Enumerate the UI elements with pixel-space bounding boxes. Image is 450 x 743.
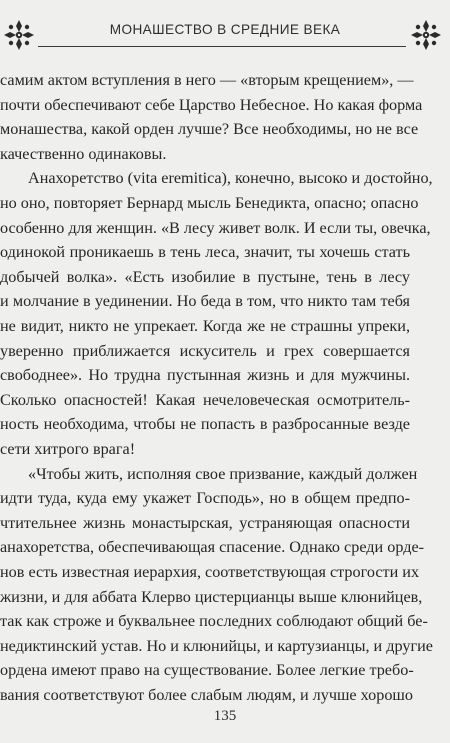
- text-line: чтительнее жизнь монастырская, устраняющая опасности: [0, 513, 410, 532]
- text-line: почти обеспечивают себе Царство Небесное. Но какая форма: [0, 95, 423, 114]
- running-header: [0, 14, 450, 60]
- text-line: так как строже и буквальнее последних соблюдают общий бе-: [0, 612, 428, 631]
- cross-ornament-icon: [409, 18, 443, 52]
- text-line: недиктинский устав. Но и клюнийцы, и картузианцы, и другие: [0, 636, 433, 655]
- text-line: добычей волка». «Есть изобилие в пустыне, тень в лесу: [0, 267, 410, 286]
- text-line: сети хитрого врага!: [0, 440, 136, 458]
- header-rule: [38, 46, 406, 47]
- text-line: нов есть известная иерархия, соответствующая строгости их: [0, 563, 420, 581]
- page-number: 135: [213, 708, 237, 724]
- text-line: ность необходима, чтобы не попасть в разбросанные везде: [0, 415, 410, 434]
- text-line: самим актом вступления в него — «вторым крещением», —: [0, 71, 414, 89]
- text-line: анахоретства, обеспечивающая спасение. Однако среди орде-: [0, 538, 425, 557]
- text-line: особенно для женщин. «В лесу живет волк. И если ты, овечка,: [0, 218, 431, 237]
- text-line: но оно, повторяет Бернард мысль Бенедикта, опасно; опасно: [0, 194, 419, 212]
- text-line: не видит, никто не упрекает. Когда же не страшны упреки,: [0, 317, 410, 335]
- text-line: ордена имеют право на существование. Более легкие требо-: [0, 661, 414, 680]
- header-title: МОНАШЕСТВО В СРЕДНИЕ ВЕКА: [109, 22, 341, 37]
- text-line: и молчание в уединении. Но беда в том, что никто там тебя: [0, 292, 410, 311]
- text-line: Сколько опасностей! Какая нечеловеческая осмотритель-: [0, 390, 410, 409]
- text-line: вания соответствуют более слабым людям, и лучше хорошо: [0, 686, 413, 704]
- cross-ornament-icon: [2, 18, 36, 52]
- text-line: монашества, какой орден лучше? Все необходимы, но не все: [0, 120, 419, 139]
- text-line: уверенно приближается искуситель и грех совершается: [0, 341, 410, 360]
- text-line: свободнее». Но трудна пустынная жизнь и для мужчины.: [0, 366, 410, 385]
- text-line: качественно одинаковы.: [0, 144, 167, 163]
- text-line: одинокой проникаешь в тень леса, значит, ты хочешь стать: [0, 243, 410, 262]
- text-line: идти туда, куда ему укажет Господь», но в общем предпо-: [0, 489, 410, 508]
- text-line: Анахоретство (vita eremitica), конечно, высоко и достойно,: [28, 169, 433, 188]
- text-line: жизни, и для аббата Клерво цистерцианцы выше клюнийцев,: [0, 587, 423, 606]
- text-line: «Чтобы жить, исполняя свое призвание, каждый должен: [28, 464, 418, 483]
